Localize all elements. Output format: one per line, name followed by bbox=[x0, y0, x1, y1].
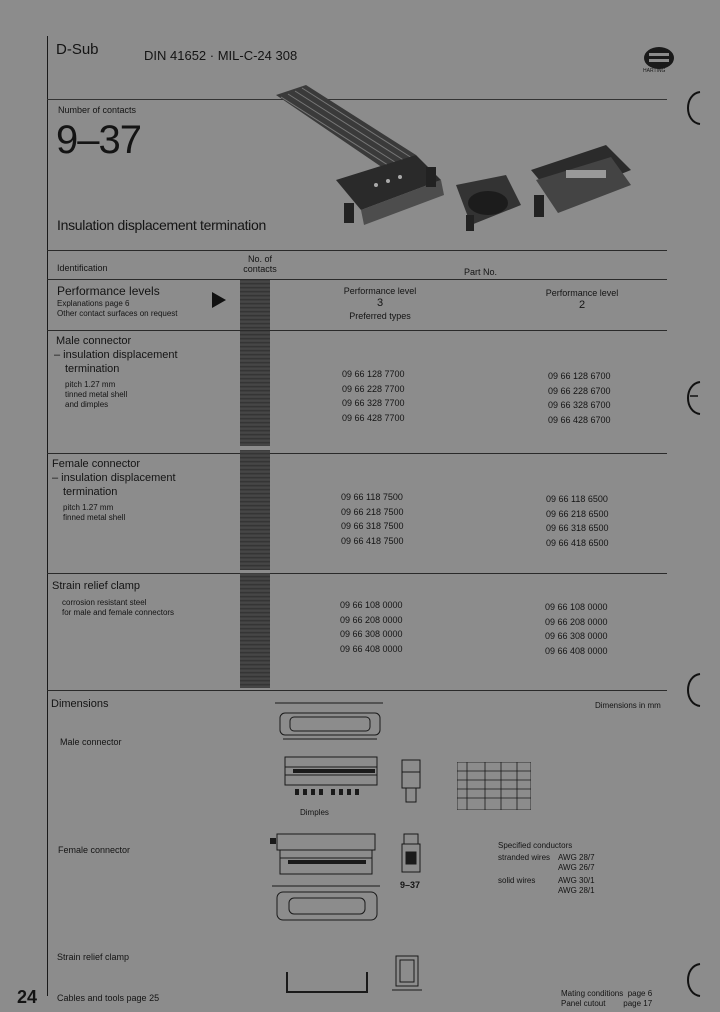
stranded-awg-1: AWG 28/7 bbox=[558, 853, 595, 862]
female-level3-parts bbox=[341, 490, 404, 548]
contacts-column-male bbox=[240, 331, 270, 446]
part-number: 09 66 218 7500 bbox=[341, 506, 404, 517]
identification-label: Identification bbox=[57, 263, 108, 273]
part-number: 09 66 418 7500 bbox=[341, 535, 404, 546]
solid-awg-2: AWG 28/1 bbox=[558, 886, 595, 895]
strain-clamp-drawing bbox=[283, 968, 373, 998]
part-number: 09 66 408 0000 bbox=[545, 645, 608, 656]
range-label: 9–37 bbox=[400, 880, 421, 890]
panel-ref: Panel cutout page 17 bbox=[561, 999, 653, 1008]
strain-rule bbox=[47, 573, 667, 574]
female-connector-drawing bbox=[262, 828, 392, 938]
part-number: 09 66 418 6500 bbox=[546, 537, 609, 548]
level3-note: Preferred types bbox=[349, 311, 411, 321]
strain-level3-parts bbox=[340, 598, 403, 656]
male-detail-3: and dimples bbox=[65, 400, 109, 409]
male-dim-label: Male connector bbox=[60, 737, 122, 747]
binder-ring-icon bbox=[676, 378, 706, 423]
part-number: 09 66 128 6700 bbox=[548, 371, 611, 381]
family-title: D-Sub bbox=[56, 41, 99, 58]
male-connector-drawing bbox=[265, 695, 395, 805]
brand-text: HARTING bbox=[643, 68, 666, 74]
performance-note1: Explanations page 6 bbox=[57, 299, 130, 308]
female-level2-parts bbox=[546, 492, 609, 550]
standard-title: DIN 41652 · MIL-C-24 308 bbox=[144, 48, 298, 63]
solid-label: solid wires bbox=[498, 876, 536, 885]
female-rule bbox=[47, 453, 667, 454]
solid-awg-1: AWG 30/1 bbox=[558, 876, 595, 885]
female-detail-2: finned metal shell bbox=[63, 513, 126, 522]
left-margin-line bbox=[47, 36, 48, 996]
strain-detail-1: corrosion resistant steel bbox=[62, 598, 147, 607]
part-number: 09 66 228 6700 bbox=[548, 385, 611, 396]
level2-label: Performance level bbox=[545, 288, 619, 298]
female-subtitle1: – insulation displacement bbox=[52, 472, 176, 484]
mating-ref: Mating conditions page 6 bbox=[561, 989, 653, 998]
contacts-column-female bbox=[240, 450, 270, 570]
part-number: 09 66 318 6500 bbox=[546, 523, 609, 533]
strain-title: Strain relief clamp bbox=[52, 580, 141, 592]
part-number: 09 66 428 7700 bbox=[342, 412, 405, 423]
perf-rule bbox=[47, 279, 667, 280]
part-number: 09 66 218 6500 bbox=[546, 508, 609, 519]
part-number: 09 66 408 0000 bbox=[340, 643, 403, 654]
level3-label: Performance level bbox=[343, 286, 417, 296]
male-side-drawing bbox=[398, 758, 424, 806]
level2-num: 2 bbox=[578, 299, 586, 311]
part-number: 09 66 308 0000 bbox=[545, 631, 608, 641]
no-contacts-label: No. of contacts bbox=[243, 254, 277, 274]
ribbon-cable-icon bbox=[276, 85, 416, 170]
part-no-label: Part No. bbox=[464, 267, 498, 277]
dimensions-rule bbox=[47, 690, 667, 691]
part-number: 09 66 128 7700 bbox=[342, 369, 405, 379]
part-number: 09 66 208 0000 bbox=[340, 614, 403, 625]
contacts-column-strain bbox=[240, 573, 270, 688]
page-number: 24 bbox=[17, 987, 38, 1007]
performance-note2: Other contact surfaces on request bbox=[57, 309, 178, 318]
dimples-label: Dimples bbox=[300, 808, 329, 817]
female-subtitle2: termination bbox=[63, 486, 118, 498]
part-number: 09 66 428 6700 bbox=[548, 414, 611, 425]
connector-pair-photo-icon bbox=[531, 145, 631, 217]
dimensions-units: Dimensions in mm bbox=[595, 701, 661, 710]
male-subtitle2: termination bbox=[65, 363, 120, 375]
stranded-awg-2: AWG 26/7 bbox=[558, 863, 595, 872]
male-level3-parts bbox=[342, 367, 405, 425]
part-number: 09 66 228 7700 bbox=[342, 383, 405, 394]
part-number: 09 66 328 6700 bbox=[548, 400, 611, 410]
level3-num: 3 bbox=[376, 297, 384, 309]
dimensions-title: Dimensions bbox=[51, 698, 109, 710]
female-connector-photo-icon bbox=[456, 175, 521, 231]
binder-ring-icon bbox=[676, 88, 706, 133]
contacts-column-top bbox=[240, 280, 270, 330]
male-detail-1: pitch 1.27 mm bbox=[65, 380, 116, 389]
performance-title: Performance levels bbox=[57, 284, 160, 298]
male-detail-2: tinned metal shell bbox=[65, 390, 128, 399]
female-detail-1: pitch 1.27 mm bbox=[63, 503, 114, 512]
part-number: 09 66 318 7500 bbox=[341, 521, 404, 531]
male-rule bbox=[47, 330, 667, 331]
part-number: 09 66 208 0000 bbox=[545, 616, 608, 627]
part-number: 09 66 118 7500 bbox=[341, 492, 403, 502]
arrow-right-icon bbox=[212, 292, 226, 308]
page-title: Insulation displacement termination bbox=[57, 217, 266, 233]
strain-dim-label: Strain relief clamp bbox=[57, 952, 130, 962]
contacts-range: 9–37 bbox=[56, 118, 141, 162]
cables-ref: Cables and tools page 25 bbox=[57, 993, 160, 1003]
specified-title: Specified conductors bbox=[498, 841, 573, 850]
binder-ring-icon bbox=[676, 670, 706, 715]
female-dim-label: Female connector bbox=[58, 845, 131, 855]
part-number: 09 66 108 0000 bbox=[545, 602, 608, 612]
part-number: 09 66 328 7700 bbox=[342, 398, 405, 408]
female-side-drawing bbox=[398, 832, 424, 876]
strain-side-drawing bbox=[388, 950, 428, 1002]
title-rule bbox=[47, 250, 667, 251]
male-title: Male connector bbox=[56, 335, 132, 347]
male-connector-photo-icon bbox=[336, 155, 444, 225]
stranded-label: stranded wires bbox=[498, 853, 551, 862]
part-number: 09 66 308 0000 bbox=[340, 629, 403, 639]
binder-ring-icon bbox=[676, 960, 706, 1005]
part-number: 09 66 108 0000 bbox=[340, 600, 403, 610]
strain-level2-parts bbox=[545, 600, 608, 658]
male-subtitle1: – insulation displacement bbox=[54, 349, 178, 361]
male-level2-parts bbox=[548, 369, 611, 427]
dimension-table bbox=[457, 762, 531, 815]
harting-logo bbox=[641, 45, 677, 75]
female-title: Female connector bbox=[52, 458, 141, 470]
strain-detail-2: for male and female connectors bbox=[62, 608, 175, 617]
part-number: 09 66 118 6500 bbox=[546, 494, 608, 504]
product-photo bbox=[266, 85, 646, 250]
contacts-label: Number of contacts bbox=[58, 105, 137, 115]
